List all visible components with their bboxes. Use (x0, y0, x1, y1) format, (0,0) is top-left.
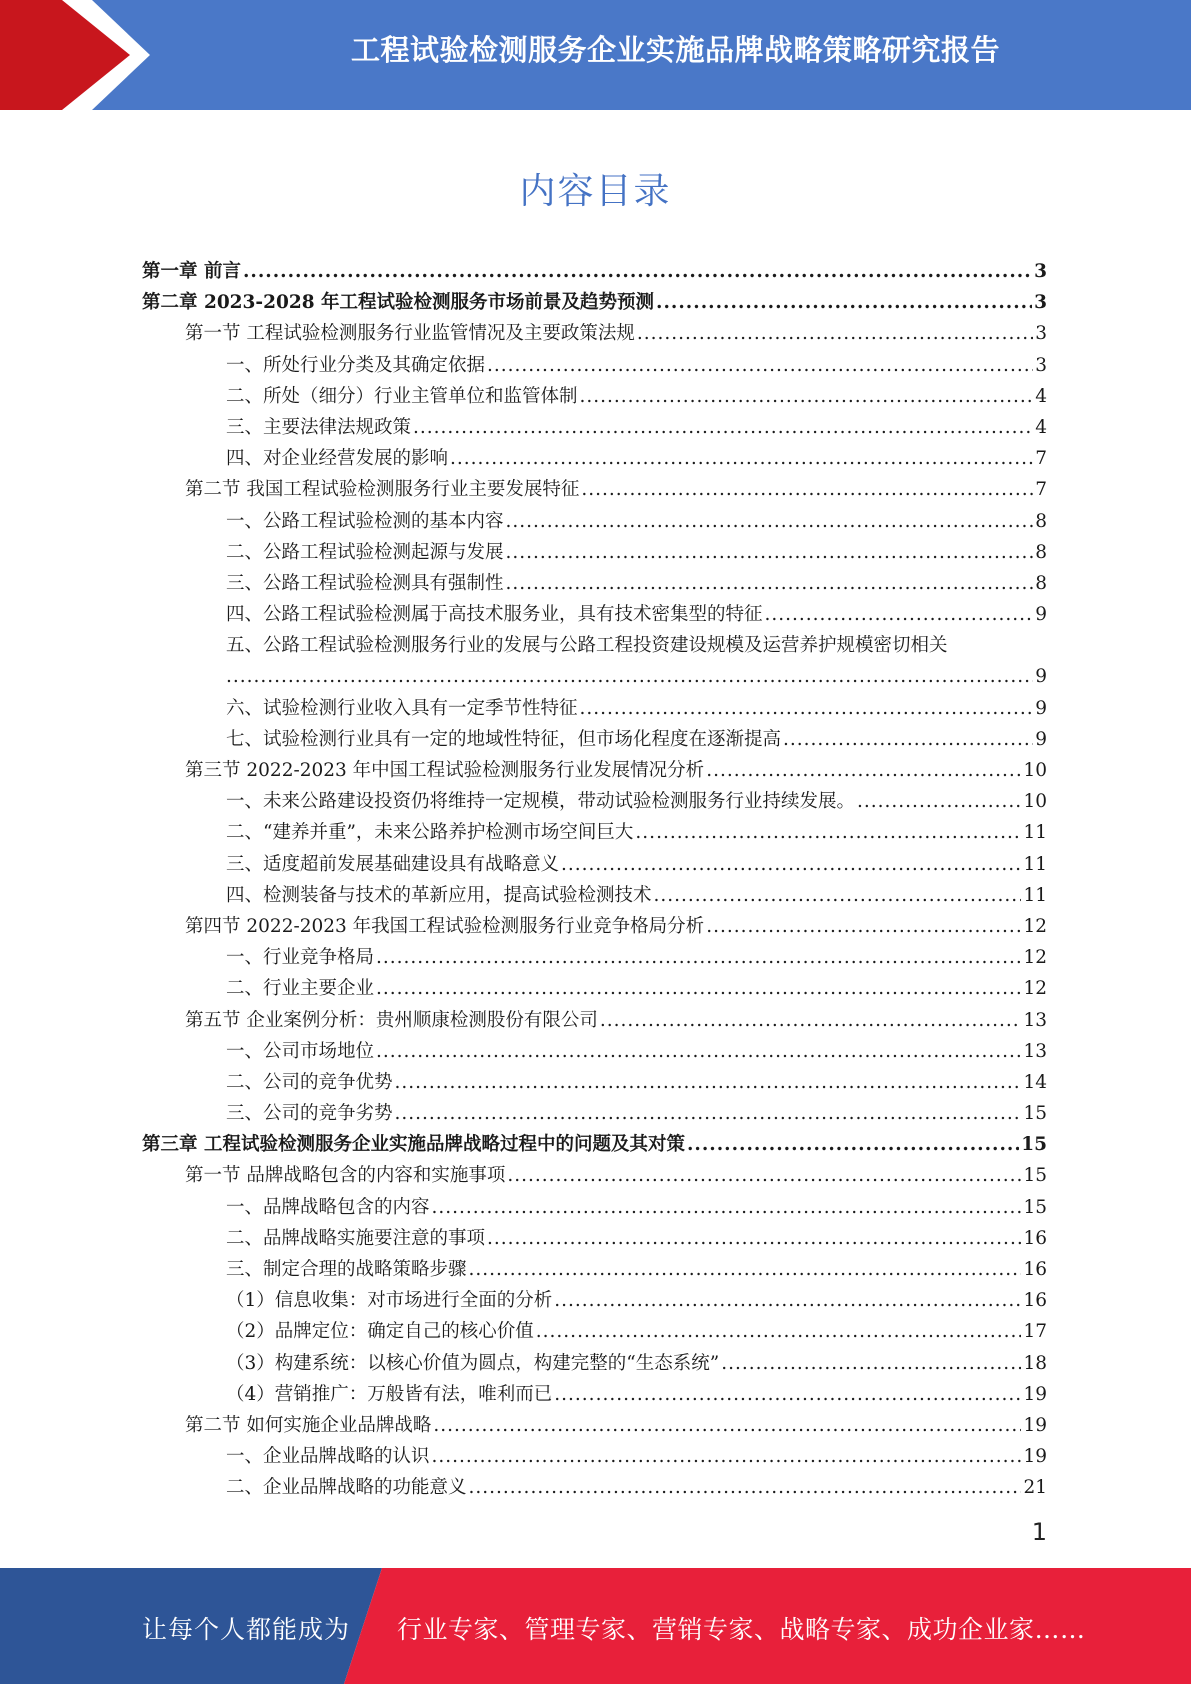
toc-entry[interactable] (142, 1254, 1047, 1285)
toc-entry-page: 16 (1023, 1227, 1047, 1249)
toc-entry-title: 二、公司的竞争优势 (226, 1071, 393, 1093)
toc-entry-page: 9 (1035, 666, 1047, 688)
toc-entry-title: 二、品牌战略实施要注意的事项 (226, 1227, 486, 1249)
toc-entry-title: 二、企业品牌战略的功能意义 (226, 1477, 467, 1499)
toc-entry-title: 一、所处行业分类及其确定依据 (226, 354, 486, 376)
toc-entry-title: 一、公司市场地位 (226, 1040, 375, 1062)
dot-leader (243, 256, 1032, 287)
toc-entry-title: 第一章 前言 (142, 261, 241, 282)
dot-leader (506, 568, 1034, 599)
dot-leader (554, 1379, 1021, 1410)
toc-entry-page: 17 (1023, 1321, 1047, 1343)
toc-entry[interactable] (142, 412, 1047, 443)
toc-entry-page: 8 (1035, 541, 1047, 563)
dot-leader (506, 537, 1034, 568)
toc-entry[interactable] (142, 880, 1047, 911)
footer-slogan-left: 让每个人都能成为 (142, 1615, 351, 1644)
toc-entry-title: 四、检测装备与技术的革新应用，提高试验检测技术 (226, 884, 652, 906)
dot-leader (687, 1129, 1019, 1160)
toc-entry-title: 第四节 2022-2023 年我国工程试验检测服务行业竞争格局分析 (185, 915, 705, 937)
toc-entry-title: 第三节 2022-2023 年中国工程试验检测服务行业发展情况分析 (185, 760, 705, 781)
dot-leader (637, 318, 1033, 349)
toc-entry-page: 19 (1023, 1383, 1047, 1405)
dot-leader (536, 1316, 1022, 1347)
toc-entry-page: 21 (1023, 1477, 1047, 1499)
dot-leader (580, 693, 1034, 724)
toc-entry[interactable] (142, 287, 1047, 318)
toc-entry[interactable] (142, 1098, 1047, 1129)
toc-entry-title: 第二节 如何实施企业品牌战略 (185, 1414, 432, 1436)
toc-entry[interactable] (142, 350, 1047, 381)
toc-entry-title: 五、公路工程试验检测服务行业的发展与公路工程投资建设规模及运营养护规模密切相关 (226, 635, 948, 657)
dot-leader (506, 506, 1034, 537)
toc-entry-title: 四、对企业经营发展的影响 (226, 448, 449, 470)
toc-entry-title: 三、公路工程试验检测具有强制性 (226, 572, 504, 594)
toc-entry-title: 三、主要法律法规政策 (226, 416, 412, 438)
dot-leader (507, 1160, 1021, 1191)
toc-entry[interactable] (142, 1192, 1047, 1223)
toc-entry-title: 六、试验检测行业收入具有一定季节性特征 (226, 697, 578, 719)
toc-entry-page: 18 (1023, 1352, 1047, 1374)
toc-entry[interactable] (142, 443, 1047, 474)
toc-entry-title: 第一节 工程试验检测服务行业监管情况及主要政策法规 (185, 323, 635, 345)
toc-entry-title: 一、品牌战略包含的内容 (226, 1196, 430, 1218)
toc-entry[interactable] (142, 1067, 1047, 1098)
toc-entry[interactable] (142, 506, 1047, 537)
dot-leader (469, 1472, 1022, 1503)
dot-leader (706, 755, 1021, 786)
toc-entry[interactable] (142, 1036, 1047, 1067)
dot-leader (469, 1254, 1022, 1285)
toc-entry-page: 15 (1021, 1134, 1047, 1156)
dot-leader (783, 724, 1033, 755)
toc-entry-title: （4）营销推广：万般皆有法，唯利而已 (226, 1383, 553, 1405)
toc-entry-page: 9 (1035, 728, 1047, 750)
toc-entry-title: 三、制定合理的战略策略步骤 (226, 1259, 467, 1280)
dot-leader (581, 474, 1033, 505)
page-number: 1 (1031, 1518, 1047, 1546)
toc-entry-page: 11 (1023, 853, 1047, 875)
toc-entry-page: 3 (1034, 292, 1047, 314)
toc-entry-page: 13 (1023, 1040, 1047, 1062)
toc-entry-page: 13 (1023, 1009, 1047, 1031)
toc-entry-title: 一、行业竞争格局 (226, 947, 375, 969)
dot-leader (600, 1005, 1022, 1036)
dot-leader (580, 381, 1034, 412)
dot-leader (487, 1223, 1021, 1254)
toc-entry[interactable] (142, 256, 1047, 287)
dot-leader (395, 1067, 1022, 1098)
toc-entry-page: 16 (1023, 1290, 1047, 1312)
toc-heading: 内容目录 (519, 171, 672, 212)
toc-entry-page: 7 (1035, 479, 1047, 501)
dot-leader (635, 817, 1021, 848)
toc-entry-page: 11 (1023, 884, 1047, 906)
toc-entry[interactable] (142, 1379, 1047, 1410)
toc-entry[interactable] (142, 568, 1047, 599)
toc-entry-page: 16 (1023, 1259, 1047, 1280)
dot-leader (654, 880, 1022, 911)
dot-leader (376, 973, 1021, 1004)
dot-leader (376, 1036, 1021, 1067)
toc-entry-page: 4 (1035, 385, 1047, 407)
toc-entry[interactable] (142, 911, 1047, 942)
dot-leader (433, 1410, 1021, 1441)
toc-entry[interactable] (142, 1005, 1047, 1036)
toc-entry[interactable] (142, 1348, 1047, 1379)
toc-entry-page: 9 (1035, 697, 1047, 719)
dot-leader (706, 911, 1021, 942)
toc-entry-page: 4 (1035, 416, 1047, 438)
toc-entry[interactable] (142, 537, 1047, 568)
toc-entry-page: 3 (1034, 261, 1047, 282)
toc-entry[interactable] (142, 693, 1047, 724)
toc-entry[interactable] (142, 942, 1047, 973)
toc-entry-page: 11 (1023, 822, 1047, 844)
dot-leader (561, 849, 1021, 880)
toc-entry-title: 二、公路工程试验检测起源与发展 (226, 541, 504, 563)
toc-entry[interactable] (142, 755, 1047, 786)
toc-entry-title: 第二节 我国工程试验检测服务行业主要发展特征 (185, 479, 580, 501)
dot-leader (432, 1192, 1022, 1223)
dot-leader (857, 786, 1021, 817)
toc-entry[interactable] (142, 599, 1047, 630)
toc-entry[interactable] (142, 630, 1047, 692)
dot-leader (721, 1348, 1021, 1379)
toc-entry-page: 14 (1023, 1071, 1047, 1093)
toc-entry-title: 二、行业主要企业 (226, 978, 375, 1000)
dot-leader (413, 412, 1033, 443)
toc-entry-page: 7 (1035, 448, 1047, 470)
dot-leader (432, 1441, 1022, 1472)
toc-entry[interactable] (142, 1410, 1047, 1441)
dot-leader (554, 1285, 1021, 1316)
dot-leader (765, 599, 1034, 630)
toc-entry-title: 一、企业品牌战略的认识 (226, 1446, 430, 1468)
toc-entry-page: 12 (1023, 978, 1047, 1000)
toc-entry[interactable] (142, 817, 1047, 848)
toc-entry-page: 12 (1023, 915, 1047, 937)
toc-entry-page: 10 (1023, 760, 1047, 781)
dot-leader (487, 350, 1033, 381)
toc-entry-page: 3 (1035, 354, 1047, 376)
footer-band (0, 1568, 1191, 1684)
toc-entry-title: 七、试验检测行业具有一定的地域性特征，但市场化程度在逐渐提高 (226, 728, 782, 750)
report-title: 工程试验检测服务企业实施品牌战略策略研究报告 (350, 33, 1000, 67)
toc-entry[interactable] (142, 1129, 1047, 1160)
toc-entry-page: 3 (1035, 323, 1047, 345)
toc-entry-title: （2）品牌定位：确定自己的核心价值 (226, 1321, 534, 1343)
toc-entry-title: （1）信息收集：对市场进行全面的分析 (226, 1290, 553, 1312)
toc-entry-page: 19 (1023, 1446, 1047, 1468)
toc-entry-title: 第三章 工程试验检测服务企业实施品牌战略过程中的问题及其对策 (142, 1134, 685, 1156)
toc-entry-page: 15 (1023, 1165, 1047, 1187)
toc-entry-page: 8 (1035, 510, 1047, 532)
dot-leader (376, 942, 1021, 973)
toc-entry[interactable] (142, 381, 1047, 412)
toc-entry[interactable] (142, 1285, 1047, 1316)
toc-entry[interactable] (142, 973, 1047, 1004)
dot-leader (450, 443, 1033, 474)
toc-entry[interactable] (142, 1160, 1047, 1191)
toc-entry[interactable] (142, 849, 1047, 880)
toc-entry[interactable] (142, 786, 1047, 817)
toc-entry[interactable] (142, 724, 1047, 755)
toc-entry-title: 一、未来公路建设投资仍将维持一定规模，带动试验检测服务行业持续发展。 (226, 791, 856, 813)
chevron-arrow-icon (0, 0, 150, 110)
toc-entry-title: 三、适度超前发展基础建设具有战略意义 (226, 853, 560, 875)
toc-entry-title: 二、所处（细分）行业主管单位和监管体制 (226, 385, 578, 407)
dot-leader (656, 287, 1032, 318)
toc-entry-title: 二、“建养并重”，未来公路养护检测市场空间巨大 (226, 822, 634, 844)
toc-entry[interactable] (142, 1441, 1047, 1472)
toc-entry[interactable] (142, 474, 1047, 505)
toc-entry-title: （3）构建系统：以核心价值为圆点，构建完整的“生态系统” (226, 1352, 720, 1374)
toc-entry-title: 一、公路工程试验检测的基本内容 (226, 510, 504, 532)
toc-entry-title: 第五节 企业案例分析：贵州顺康检测股份有限公司 (185, 1009, 598, 1031)
toc-entry-page: 19 (1023, 1414, 1047, 1436)
toc-entry-title: 四、公路工程试验检测属于高技术服务业，具有技术密集型的特征 (226, 604, 763, 626)
toc-entry-page: 10 (1023, 791, 1047, 813)
toc-entry-title: 第二章 2023-2028 年工程试验检测服务市场前景及趋势预测 (142, 292, 655, 314)
toc-entry-title: 第一节 品牌战略包含的内容和实施事项 (185, 1165, 506, 1187)
toc-entry[interactable] (142, 1316, 1047, 1347)
dot-leader (395, 1098, 1022, 1129)
toc-entry[interactable] (142, 318, 1047, 349)
toc-entry[interactable] (142, 1223, 1047, 1254)
toc-entry-page: 12 (1023, 947, 1047, 969)
toc-entry-page: 15 (1023, 1196, 1047, 1218)
toc-entry-page: 15 (1023, 1103, 1047, 1125)
dot-leader (226, 661, 1033, 692)
toc-entry-title: 三、公司的竞争劣势 (226, 1103, 393, 1125)
toc-entry-page: 8 (1035, 572, 1047, 594)
table-of-contents (142, 256, 1047, 1504)
footer-slogan-right: 行业专家、管理专家、营销专家、战略专家、成功企业家…… (397, 1615, 1086, 1644)
toc-entry-page: 9 (1035, 604, 1047, 626)
header-band (0, 0, 1191, 110)
toc-entry[interactable] (142, 1472, 1047, 1503)
